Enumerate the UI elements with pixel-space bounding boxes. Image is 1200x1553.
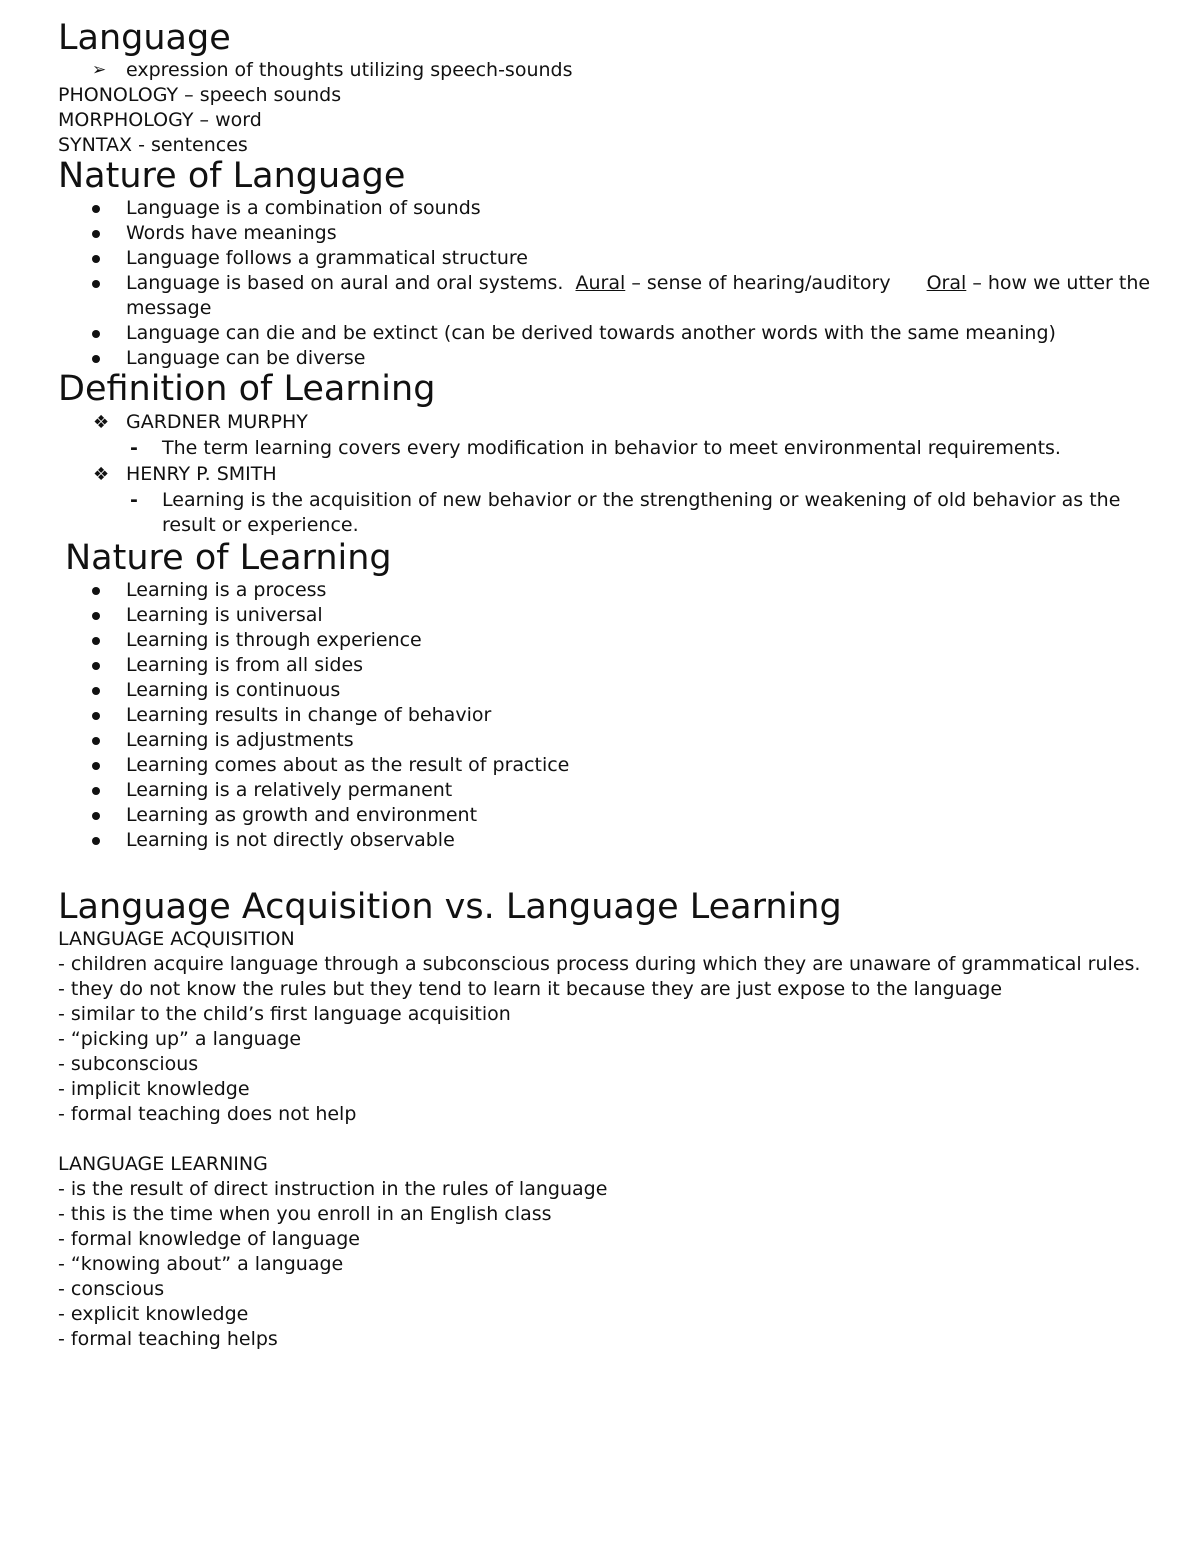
learning-line: - formal teaching helps bbox=[58, 1328, 278, 1350]
subheading-language-acquisition: LANGUAGE ACQUISITION bbox=[58, 928, 295, 950]
bullet-dot-icon bbox=[92, 230, 100, 238]
author-definition: - The term learning covers every modification in behavior to meet environmental requirements. bbox=[130, 437, 1061, 459]
acquisition-line: - implicit knowledge bbox=[58, 1078, 250, 1100]
list-item: Learning is a relatively permanent bbox=[58, 778, 1158, 803]
syntax-line: SYNTAX - sentences bbox=[58, 134, 248, 156]
learning-line: - is the result of direct instruction in the rules of language bbox=[58, 1178, 608, 1200]
list-item: Language can die and be extinct (can be derived towards another words with the same meaning) bbox=[58, 321, 1158, 346]
list-item: Words have meanings bbox=[58, 221, 1158, 246]
subheading-language-learning: LANGUAGE LEARNING bbox=[58, 1153, 268, 1175]
acquisition-line: - formal teaching does not help bbox=[58, 1103, 357, 1125]
diamond-bullet-icon: ❖ bbox=[93, 464, 110, 485]
list-item: Learning is a process bbox=[58, 578, 1158, 603]
heading-language: Language bbox=[58, 18, 231, 58]
list-item: Learning is adjustments bbox=[58, 728, 1158, 753]
list-item: Language can be diverse bbox=[58, 346, 1158, 371]
author-henry-smith: ❖ HENRY P. SMITH bbox=[58, 461, 1158, 488]
document-page bbox=[58, 0, 1158, 1352]
bullet-dot-icon bbox=[92, 330, 100, 338]
author-definition: - Learning is the acquisition of new behavior or the strengthening or weakening of old behavior as the result or experience. bbox=[130, 489, 1121, 536]
bullet-dot-icon bbox=[92, 280, 100, 288]
heading-nature-of-language: Nature of Language bbox=[58, 156, 406, 196]
bullet-dot-icon bbox=[92, 637, 100, 645]
bullet-dot-icon bbox=[92, 812, 100, 820]
list-item: Learning comes about as the result of practice bbox=[58, 753, 1158, 778]
heading-nature-of-learning: Nature of Learning bbox=[65, 538, 392, 578]
arrow-item-text: expression of thoughts utilizing speech-sounds bbox=[126, 59, 573, 81]
morphology-line: MORPHOLOGY – word bbox=[58, 109, 262, 131]
dash-bullet-icon: - bbox=[130, 489, 138, 511]
acquisition-line: - children acquire language through a subconscious process during which they are unaware of grammatical rules. bbox=[58, 953, 1141, 975]
bullet-dot-icon bbox=[92, 587, 100, 595]
dash-bullet-icon: - bbox=[130, 437, 138, 459]
author-gardner-murphy: ❖ GARDNER MURPHY bbox=[58, 409, 1158, 436]
bullet-dot-icon bbox=[92, 837, 100, 845]
learning-line: - “knowing about” a language bbox=[58, 1253, 344, 1275]
acquisition-line: - “picking up” a language bbox=[58, 1028, 302, 1050]
bullet-dot-icon bbox=[92, 787, 100, 795]
list-item-aural-oral: Language is based on aural and oral systems. Aural – sense of hearing/auditory Oral – how we utter the message bbox=[58, 271, 1158, 321]
list-item: Learning as growth and environment bbox=[58, 803, 1158, 828]
heading-acquisition-vs-learning: Language Acquisition vs. Language Learning bbox=[58, 887, 842, 927]
list-item: Learning is from all sides bbox=[58, 653, 1158, 678]
learning-line: - explicit knowledge bbox=[58, 1303, 249, 1325]
arrow-list-item bbox=[58, 58, 1158, 83]
acquisition-line: - they do not know the rules but they tend to learn it because they are just expose to the language bbox=[58, 978, 1003, 1000]
aural-term: Aural bbox=[575, 272, 626, 294]
list-item: Learning is through experience bbox=[58, 628, 1158, 653]
diamond-bullet-icon: ❖ bbox=[93, 412, 110, 433]
learning-line: - this is the time when you enroll in an English class bbox=[58, 1203, 552, 1225]
phonology-line: PHONOLOGY – speech sounds bbox=[58, 84, 342, 106]
learning-line: - conscious bbox=[58, 1278, 165, 1300]
list-item: Language follows a grammatical structure bbox=[58, 246, 1158, 271]
heading-definition-of-learning: Definition of Learning bbox=[58, 369, 436, 409]
acquisition-line: - subconscious bbox=[58, 1053, 199, 1075]
acquisition-line: - similar to the child’s first language acquisition bbox=[58, 1003, 511, 1025]
bullet-dot-icon bbox=[92, 205, 100, 213]
bullet-dot-icon bbox=[92, 255, 100, 263]
list-item: Learning is universal bbox=[58, 603, 1158, 628]
list-item: Learning is not directly observable bbox=[58, 828, 1158, 853]
oral-term: Oral bbox=[926, 272, 967, 294]
list-item: Learning is continuous bbox=[58, 678, 1158, 703]
bullet-dot-icon bbox=[92, 762, 100, 770]
bullet-dot-icon bbox=[92, 737, 100, 745]
bullet-dot-icon bbox=[92, 612, 100, 620]
bullet-dot-icon bbox=[92, 687, 100, 695]
bullet-dot-icon bbox=[92, 662, 100, 670]
list-item: Language is a combination of sounds bbox=[58, 196, 1158, 221]
bullet-dot-icon bbox=[92, 712, 100, 720]
bullet-dot-icon bbox=[92, 355, 100, 363]
arrow-bullet-icon: ➢ bbox=[92, 60, 107, 80]
learning-line: - formal knowledge of language bbox=[58, 1228, 360, 1250]
list-item: Learning results in change of behavior bbox=[58, 703, 1158, 728]
